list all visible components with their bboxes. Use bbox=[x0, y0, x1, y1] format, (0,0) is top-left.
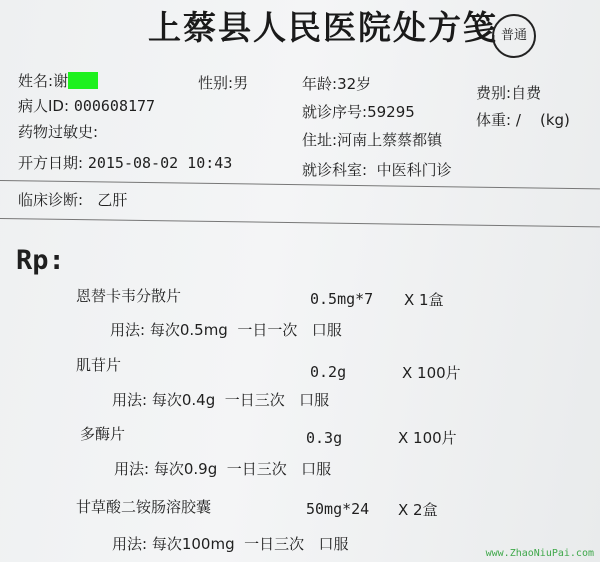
usage-frequency: 一日一次 bbox=[237, 321, 298, 339]
drug-quantity: X 1盒 bbox=[404, 291, 444, 309]
allergy-label: 药物过敏史: bbox=[18, 123, 99, 141]
fee-label: 费别: bbox=[476, 84, 512, 102]
site-watermark: www.ZhaoNiuPai.com bbox=[485, 548, 594, 559]
drug-allergy bbox=[18, 122, 98, 142]
drug-usage bbox=[110, 320, 342, 340]
drug-usage bbox=[112, 534, 349, 554]
name-label: 姓名: bbox=[18, 72, 54, 90]
visit-sequence bbox=[302, 102, 415, 122]
drug-usage bbox=[112, 390, 329, 410]
drug-spec: 0.5mg*7 bbox=[310, 290, 374, 308]
weight-value: / bbox=[515, 111, 521, 129]
fee-value: 自费 bbox=[511, 84, 542, 102]
drug-name: 恩替卡韦分散片 bbox=[76, 287, 182, 305]
hospital-title: 上蔡县人民医院处方笺 bbox=[148, 8, 498, 47]
usage-label: 用法: bbox=[112, 535, 148, 553]
seq-value: 59295 bbox=[367, 103, 415, 121]
drug-usage bbox=[114, 459, 331, 479]
clinical-diagnosis bbox=[18, 190, 127, 210]
fee-type bbox=[476, 83, 541, 103]
usage-route: 口服 bbox=[299, 391, 330, 409]
usage-route: 口服 bbox=[311, 321, 342, 339]
drug-spec: 50mg*24 bbox=[306, 500, 370, 518]
date-label: 开方日期: bbox=[18, 154, 84, 172]
weight-unit: (kg) bbox=[539, 111, 570, 129]
gender-label: 性别: bbox=[198, 74, 234, 92]
ordinary-stamp: 普通 bbox=[492, 14, 536, 58]
usage-frequency: 一日三次 bbox=[224, 391, 285, 409]
divider-bottom bbox=[0, 218, 600, 227]
patient-weight bbox=[476, 110, 570, 130]
divider-top bbox=[0, 180, 600, 189]
usage-dose: 每次0.9g bbox=[153, 460, 218, 478]
address-value: 河南上蔡蔡都镇 bbox=[337, 131, 443, 149]
usage-dose: 每次0.5mg bbox=[149, 321, 228, 339]
rx-symbol: Rp: bbox=[16, 245, 65, 276]
drug-quantity: X 2盒 bbox=[398, 501, 438, 519]
usage-route: 口服 bbox=[318, 535, 349, 553]
usage-dose: 每次0.4g bbox=[151, 391, 216, 409]
date-value: 2015-08-02 10:43 bbox=[87, 154, 233, 172]
patient-name bbox=[18, 71, 98, 91]
seq-label: 就诊序号: bbox=[302, 103, 368, 121]
usage-label: 用法: bbox=[112, 391, 148, 409]
address-label: 住址: bbox=[302, 131, 338, 149]
patient-address bbox=[302, 130, 442, 150]
name-value: 谢 bbox=[53, 72, 69, 90]
usage-frequency: 一日三次 bbox=[244, 535, 305, 553]
drug-spec: 0.3g bbox=[306, 429, 343, 447]
dept-value: 中医科门诊 bbox=[376, 161, 452, 179]
id-label: 病人ID: bbox=[18, 97, 70, 115]
gender-value: 男 bbox=[233, 74, 249, 92]
patient-gender bbox=[198, 73, 248, 93]
redaction-mark bbox=[68, 72, 98, 89]
usage-label: 用法: bbox=[114, 460, 150, 478]
age-value: 32岁 bbox=[337, 75, 372, 93]
diagnosis-value: 乙肝 bbox=[97, 191, 128, 209]
usage-route: 口服 bbox=[301, 460, 332, 478]
id-value: 000608177 bbox=[73, 97, 156, 115]
drug-quantity: X 100片 bbox=[398, 429, 457, 447]
drug-name: 多酶片 bbox=[80, 425, 126, 443]
usage-frequency: 一日三次 bbox=[226, 460, 287, 478]
diagnosis-label: 临床诊断: bbox=[18, 191, 84, 209]
drug-quantity: X 100片 bbox=[402, 364, 461, 382]
weight-label: 体重: bbox=[476, 111, 512, 129]
patient-age bbox=[302, 74, 371, 94]
usage-label: 用法: bbox=[110, 321, 146, 339]
department bbox=[302, 160, 452, 180]
usage-dose: 每次100mg bbox=[151, 535, 235, 553]
dept-label: 就诊科室: bbox=[302, 161, 368, 179]
prescription-date bbox=[18, 153, 232, 173]
age-label: 年龄: bbox=[302, 75, 338, 93]
drug-spec: 0.2g bbox=[310, 363, 347, 381]
patient-id bbox=[18, 96, 155, 116]
drug-name: 肌苷片 bbox=[76, 356, 122, 374]
drug-name: 甘草酸二铵肠溶胶囊 bbox=[76, 498, 212, 516]
